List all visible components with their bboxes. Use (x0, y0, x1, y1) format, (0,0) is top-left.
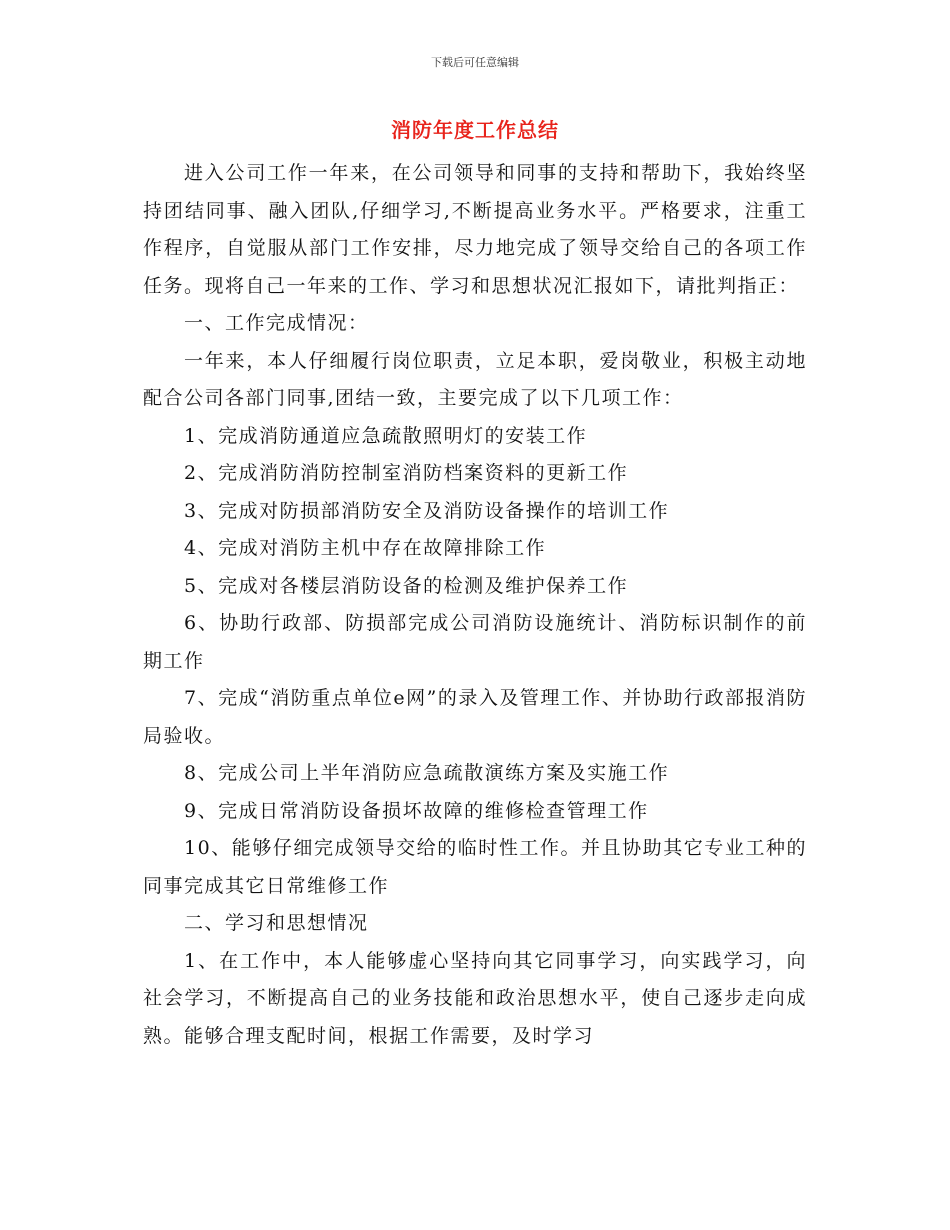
list-item: 6、协助行政部、防损部完成公司消防设施统计、消防标识制作的前期工作 (143, 612, 807, 672)
list-item: 3、完成对防损部消防安全及消防设备操作的培训工作 (184, 499, 670, 522)
paragraph-study: 1、在工作中，本人能够虚心坚持向其它同事学习，向实践学习，向社会学习，不断提高自己的业务技能和政治思想水平，使自己逐步走向成熟。能够合理支配时间，根据工作需要，及时学习 (143, 949, 807, 1047)
document-body (143, 155, 807, 1055)
list-item: 10、能够仔细完成领导交给的临时性工作。并且协助其它专业工种的同事完成其它日常维修工作 (143, 837, 807, 897)
list-item: 9、完成日常消防设备损坏故障的维修检查管理工作 (184, 799, 649, 822)
paragraph-work-summary: 一年来，本人仔细履行岗位职责，立足本职，爱岗敬业，积极主动地配合公司各部门同事,团结一致，主要完成了以下几项工作： (143, 349, 807, 409)
section-heading-work: 一、工作完成情况： (184, 312, 369, 334)
list-item: 7、完成“消防重点单位e网”的录入及管理工作、并协助行政部报消防局验收。 (143, 687, 807, 747)
list-item: 8、完成公司上半年消防应急疏散演练方案及实施工作 (184, 762, 670, 784)
document-title: 消防年度工作总结 (391, 118, 559, 142)
list-item: 2、完成消防消防控制室消防档案资料的更新工作 (184, 462, 629, 484)
list-item: 4、完成对消防主机中存在故障排除工作 (184, 537, 547, 559)
header-note: 下载后可任意编辑 (431, 56, 519, 69)
section-heading-study: 二、学习和思想情况 (184, 912, 369, 934)
list-item: 5、完成对各楼层消防设备的检测及维护保养工作 (184, 574, 629, 597)
list-item: 1、完成消防通道应急疏散照明灯的安装工作 (184, 424, 588, 447)
paragraph-intro: 进入公司工作一年来，在公司领导和同事的支持和帮助下，我始终坚持团结同事、融入团队,仔细学习,不断提高业务水平。严格要求，注重工作程序，自觉服从部门工作安排，尽力地完成了领导交给自己的各项工作任务。现将自己一年来的工作、学习和思想状况汇报如下，请批判指正： (143, 162, 807, 297)
